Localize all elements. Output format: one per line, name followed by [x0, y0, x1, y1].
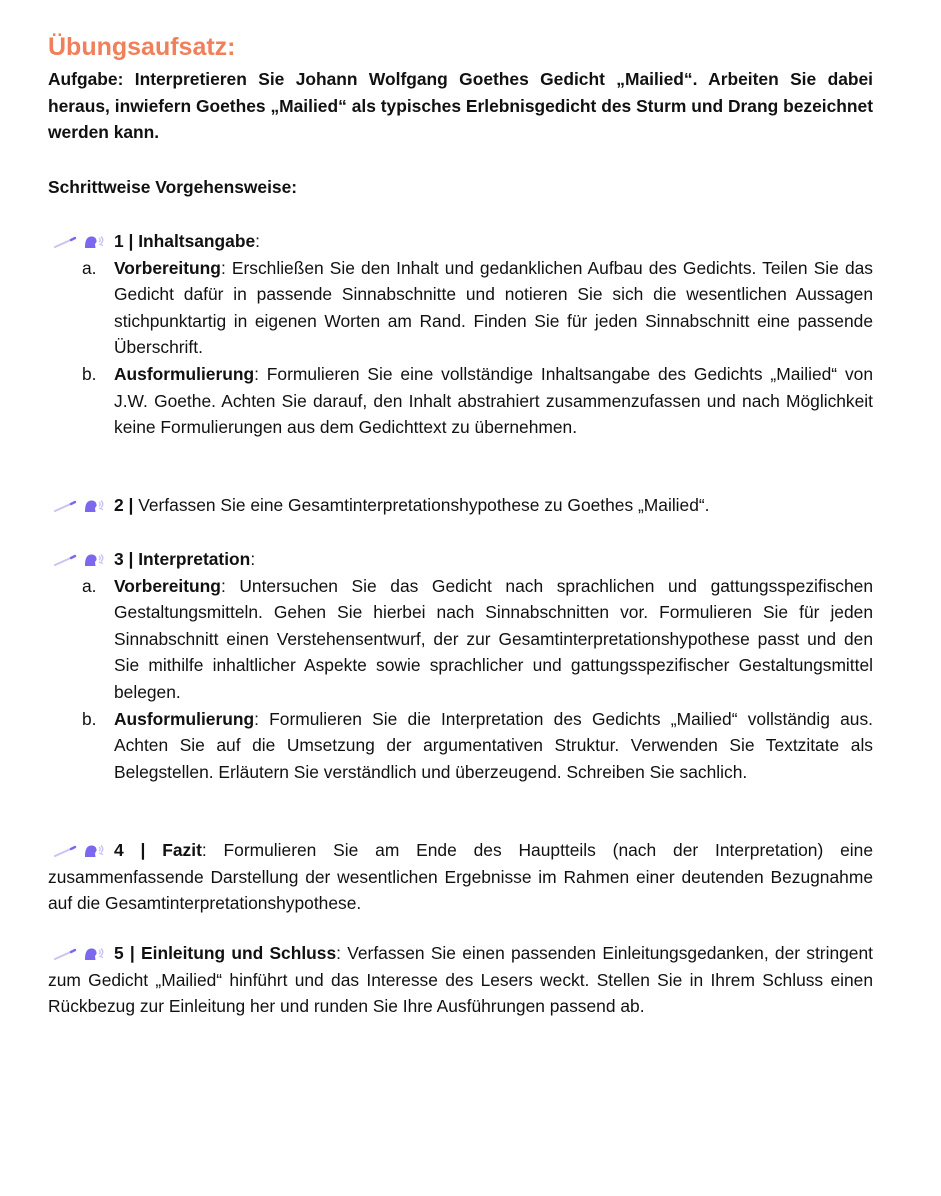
step-3	[48, 546, 873, 785]
step-5	[48, 940, 873, 1020]
task-text: Aufgabe: Interpretieren Sie Johann Wolfgang Goethes Gedicht „Mailied“. Arbeiten Sie dabei heraus, inwiefern Goethes „Mailied“ als typisches Erlebnisgedicht des Sturm und Drang bezeichnet werden kann.	[48, 69, 873, 143]
item-letter: a.	[82, 575, 97, 596]
page-title: Übungsaufsatz:	[48, 33, 236, 61]
speaking-head-icon	[82, 843, 106, 859]
step-4-label: Fazit	[162, 840, 202, 860]
pencil-icon	[53, 236, 79, 248]
step-2-heading	[48, 492, 873, 519]
step-1-number: 1 |	[114, 231, 134, 251]
item-text: : Formulieren Sie die Interpretation des Gedichts „Mailied“ vollständig aus. Achten Sie auf die Umsetzung der argumentativen Struktur. Verwenden Sie Textzitate als Belegstellen. Erläutern Sie verständlich und überzeugend. Schreiben Sie sachlich.	[114, 708, 873, 782]
item-letter: a.	[82, 257, 97, 278]
step-1-label: Inhaltsangabe	[138, 231, 256, 251]
item-text: : Untersuchen Sie das Gedicht nach sprachlichen und gattungsspezifischen Gestaltungsmitteln. Gehen Sie hierbei nach Sinnabschnitten vor. Formulieren Sie für jeden Sinnabschnitt einen Verstehensentwurf, der zur Gesamtinterpretationshypothese passt und den Sie mithilfe inhaltlicher Aspekte sowie sprachlicher und gattungsspezifischer Gestaltungsmittel belegen.	[114, 575, 873, 702]
pencil-icon	[53, 500, 79, 512]
pencil-icon	[53, 554, 79, 566]
step-5-text: : Verfassen Sie einen passenden Einleitungsgedanken, der stringent zum Gedicht „Mailied“ hinführt und das Interesse des Lesers weckt. Stellen Sie in Ihrem Schluss einen Rückbezug zur Einleitung her und runden Sie Ihre Ausführungen passend ab.	[48, 943, 873, 1017]
item-letter: b.	[82, 363, 97, 384]
speaking-head-icon	[82, 552, 106, 568]
step-1	[48, 228, 873, 441]
item-letter: b.	[82, 708, 97, 729]
step-2-text: Verfassen Sie eine Gesamtinterpretationshypothese zu Goethes „Mailied“.	[133, 495, 710, 515]
step-icons	[48, 551, 106, 569]
step-icons	[48, 497, 106, 515]
speaking-head-icon	[82, 498, 106, 514]
steps-heading: Schrittweise Vorgehensweise:	[48, 177, 298, 197]
item-text: : Formulieren Sie eine vollständige Inhaltsangabe des Gedichts „Mailied“ von J.W. Goethe. Achten Sie darauf, den Inhalt abstrahiert zusammenzufassen und nach Möglichkeit keine Formulierungen aus dem Gedichttext zu übernehmen.	[114, 363, 873, 438]
speaking-head-icon	[82, 946, 106, 962]
step-icons	[48, 233, 106, 251]
item-label: Ausformulierung	[114, 363, 255, 384]
step-1-item-a	[48, 255, 873, 361]
step-3-label: Interpretation	[138, 549, 251, 569]
step-4-paragraph	[48, 837, 873, 917]
step-1-item-b	[48, 361, 873, 441]
item-text: : Erschließen Sie den Inhalt und gedanklichen Aufbau des Gedichts. Teilen Sie das Gedicht dafür in passende Sinnabschnitte und notieren Sie sich die wesentlichen Aussagen stichpunktartig in eigenen Worten am Rand. Finden Sie für jeden Sinnabschnitt eine passende Überschrift.	[114, 257, 873, 358]
step-2	[48, 492, 873, 519]
step-3-suffix: :	[250, 549, 256, 569]
step-4-number: 4 |	[114, 840, 146, 860]
speaking-head-icon	[82, 234, 106, 250]
step-1-heading	[48, 228, 873, 255]
item-label: Vorbereitung	[114, 575, 221, 596]
step-2-number: 2 |	[114, 495, 134, 515]
step-1-suffix: :	[255, 231, 260, 251]
step-4	[48, 837, 873, 917]
step-5-number: 5 |	[114, 943, 135, 963]
pencil-icon	[53, 845, 79, 857]
step-icons	[48, 842, 106, 860]
step-3-number: 3 |	[114, 549, 134, 569]
item-label: Vorbereitung	[114, 257, 221, 278]
item-label: Ausformulierung	[114, 708, 255, 729]
step-3-item-b	[48, 706, 873, 786]
step-icons	[48, 945, 106, 963]
step-5-paragraph	[48, 940, 873, 1020]
step-3-item-a	[48, 573, 873, 706]
step-4-text: : Formulieren Sie am Ende des Hauptteils (nach der Interpretation) eine zusammenfassende Darstellung der wesentlichen Ergebnisse im Rahmen einer deutenden Bezugnahme auf die Gesamtinterpretationshypothese.	[48, 840, 873, 914]
step-5-label: Einleitung und Schluss	[141, 943, 337, 963]
pencil-icon	[53, 948, 79, 960]
step-3-heading	[48, 546, 873, 573]
